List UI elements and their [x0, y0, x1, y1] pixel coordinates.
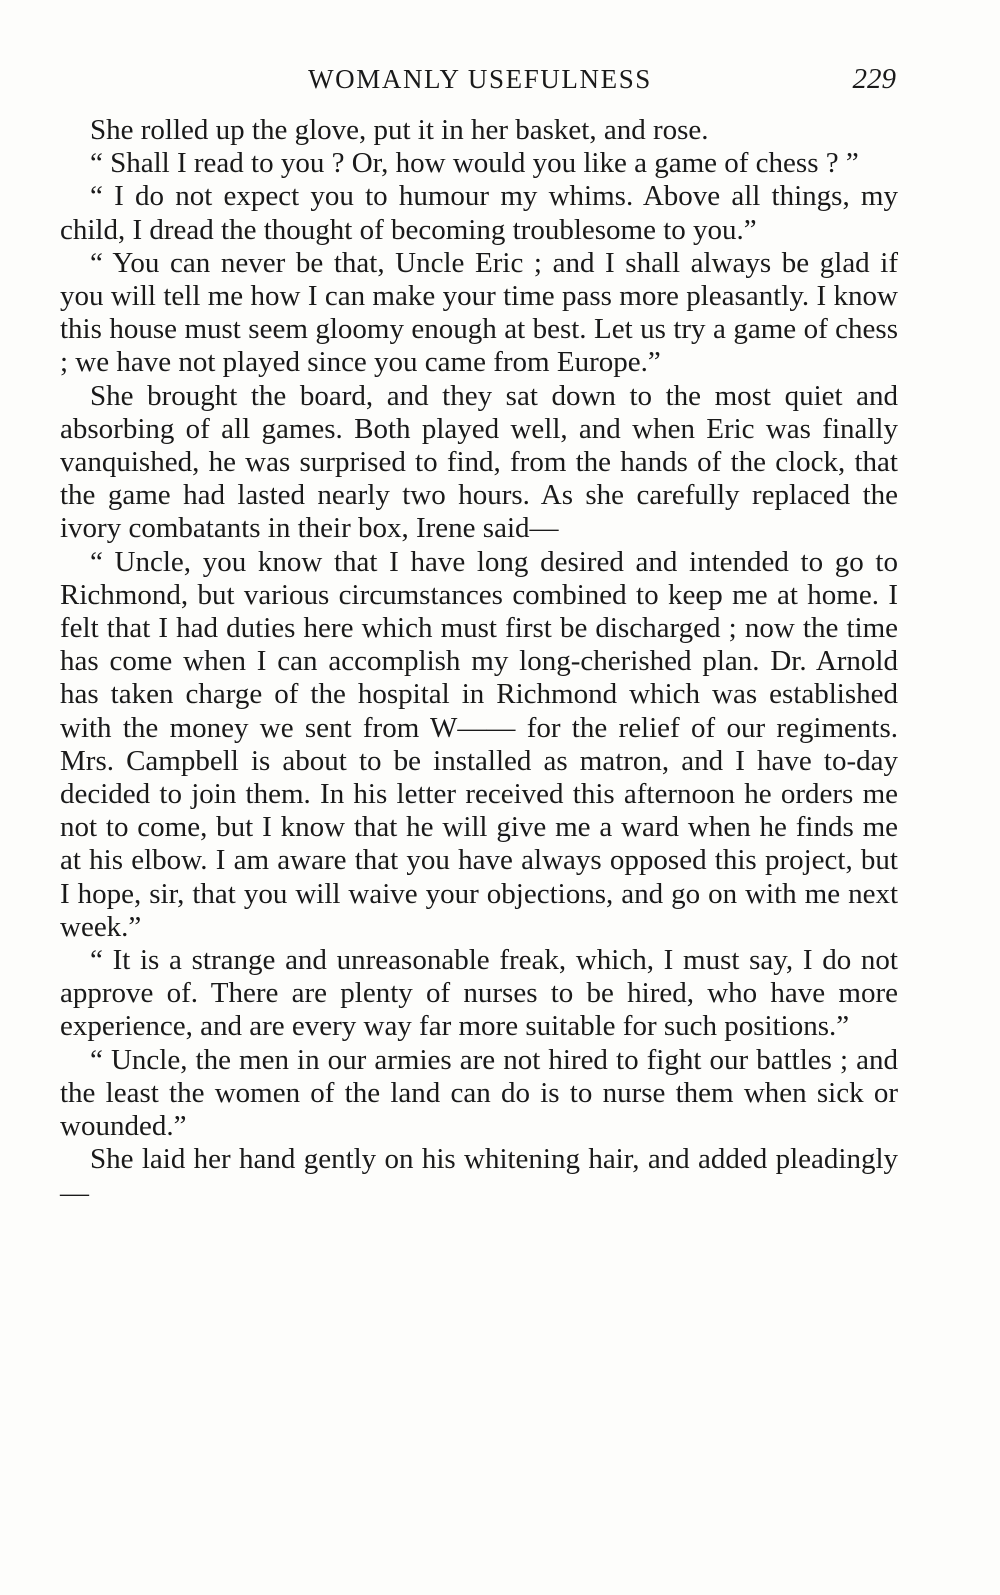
body-text	[60, 114, 898, 1210]
running-header	[60, 62, 900, 102]
paragraph: She rolled up the glove, put it in her basket, and rose.	[90, 114, 709, 146]
paragraph: She laid her hand gently on his whitening hair, and added pleadingly—	[60, 1143, 898, 1209]
paragraph: “ Uncle, the men in our armies are not hired to fight our battles ; and the least the women of the land can do is to nurse them when sick or wounded.”	[60, 1043, 898, 1143]
paragraph: “ Shall I read to you ? Or, how would you like a game of chess ? ”	[90, 147, 859, 180]
paragraph: “ Uncle, you know that I have long desired and intended to go to Richmond, but various circumstances combined to keep me at home. I felt that I had duties here which must first be discharged ; now the time has come when I can accomplish my long-cherished plan. Dr. Arnold has taken charge of the hospital in Richmond which was established with the money we sent from W—— for the relief of our regiments. Mrs. Campbell is about to be installed as matron, and I have to-day decided to join them. In his letter received this afternoon he orders me not to come, but I know that he will give me a ward when he finds me at his elbow. I am aware that you have always opposed this project, but I hope, sir, that you will waive your objections, and go on with me next week.”	[60, 545, 898, 943]
page-number: 229	[852, 63, 896, 95]
paragraph: “ I do not expect you to humour my whims. Above all things, my child, I dread the thought of becoming troublesome to you.”	[60, 180, 898, 246]
paragraph: She brought the board, and they sat down to the most quiet and absorbing of all games. Both played well, and when Eric was finally vanquished, he was surprised to find, from the hands of the clock, that the game had lasted nearly two hours. As she carefully replaced the ivory combatants in their box, Irene said—	[60, 379, 898, 545]
running-title: WOMANLY USEFULNESS	[308, 64, 652, 94]
paragraph: “ It is a strange and unreasonable freak, which, I must say, I do not approve of. There are plenty of nurses to be hired, who have more experience, and are every way far more suitable for such positions.”	[60, 944, 898, 1043]
paragraph: “ You can never be that, Uncle Eric ; and I shall always be glad if you will tell me how I can make your time pass more pleasantly. I know this house must seem gloomy enough at best. Let us try a game of chess ; we have not played since you came from Europe.”	[60, 246, 898, 379]
